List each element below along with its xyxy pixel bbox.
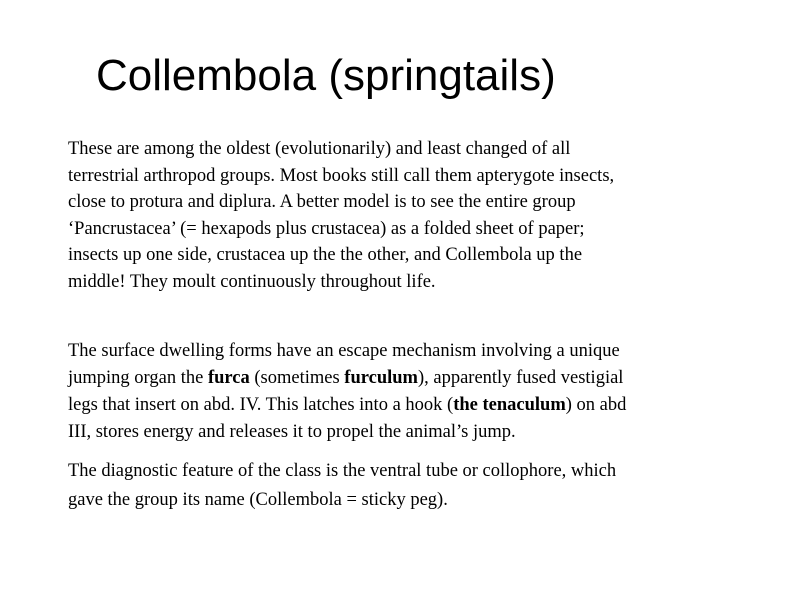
paragraph-line: III, stores energy and releases it to propel the animal’s jump. [68, 422, 516, 442]
term-furca: furca [207, 368, 250, 388]
paragraph-line: terrestrial arthropod groups. Most books still call them apterygote insects, [68, 165, 615, 186]
paragraph-line: close to protura and diplura. A better model is to see the entire group [68, 192, 576, 213]
text-run: jumping organ the [68, 368, 208, 388]
paragraph-line [68, 392, 768, 419]
paragraph-origins [68, 136, 768, 296]
text-run: ) on abd [565, 395, 627, 415]
slide-title: Collembola (springtails) [96, 51, 556, 100]
term-furculum: furculum [344, 368, 418, 388]
paragraph-line [68, 365, 768, 392]
text-run: ), apparently fused vestigial [417, 368, 624, 388]
paragraph-line: middle! They moult continuously throughout life. [68, 271, 436, 292]
paragraph-line: ‘Pancrustacea’ (= hexapods plus crustacea) as a folded sheet of paper; [68, 218, 585, 239]
paragraph-line: The surface dwelling forms have an escape mechanism involving a unique [68, 341, 620, 361]
term-tenaculum: the tenaculum [453, 395, 566, 415]
paragraph-line: These are among the oldest (evolutionarily) and least changed of all [68, 139, 571, 159]
paragraph-jumping-mechanism [68, 338, 768, 446]
paragraph-line: insects up one side, crustacea up the the other, and Collembola up the [68, 245, 583, 266]
paragraph-line: The diagnostic feature of the class is the ventral tube or collophore, which [68, 461, 617, 481]
paragraph-line: gave the group its name (Collembola = sticky peg). [68, 490, 448, 510]
paragraph-diagnostic-feature [68, 457, 768, 515]
text-run: legs that insert on abd. IV. This latches into a hook ( [68, 395, 454, 415]
text-run: (sometimes [249, 368, 345, 388]
